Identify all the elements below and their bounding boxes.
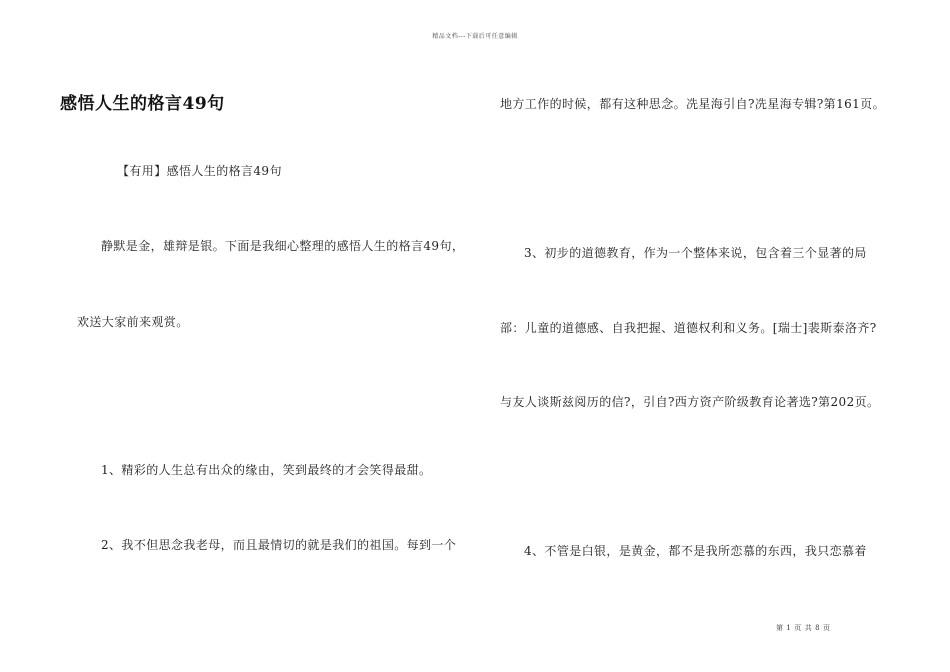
document-title: 感悟人生的格言49句 [60,94,225,114]
page-number: 第 1 页 共 8 页 [776,624,831,632]
quote-4: 4、不管是白银，是黄金，都不是我所恋慕的东西，我只恋慕着 [524,544,867,558]
quote-2-cont: 地方工作的时候，都有这种思念。冼星海引自?冼星海专辑?第161页。 [500,97,885,111]
quote-1: 1、精彩的人生总有出众的缘由，笑到最终的才会笑得最甜。 [101,463,432,477]
quote-3: 3、初步的道德教育，作为一个整体来说，包含着三个显著的局 [524,246,867,260]
page-header: 精品文档---下载后可任意编辑 [432,33,518,40]
subtitle-line: 【有用】感悟人生的格言49句 [117,164,282,178]
quote-3-cont-2: 与友人谈斯兹阅历的信?，引自?西方资产阶级教育论著选?第202页。 [500,395,880,409]
quote-2: 2、我不但思念我老母，而且最情切的就是我们的祖国。每到一个 [101,538,457,552]
quote-3-cont-1: 部：儿童的道德感、自我把握、道德权利和义务。[瑞士]裴斯泰洛齐? [500,321,877,335]
intro-line: 静默是金，雄辩是银。下面是我细心整理的感悟人生的格言49句， [101,239,465,253]
intro-line-cont: 欢送大家前来观赏。 [77,315,189,329]
